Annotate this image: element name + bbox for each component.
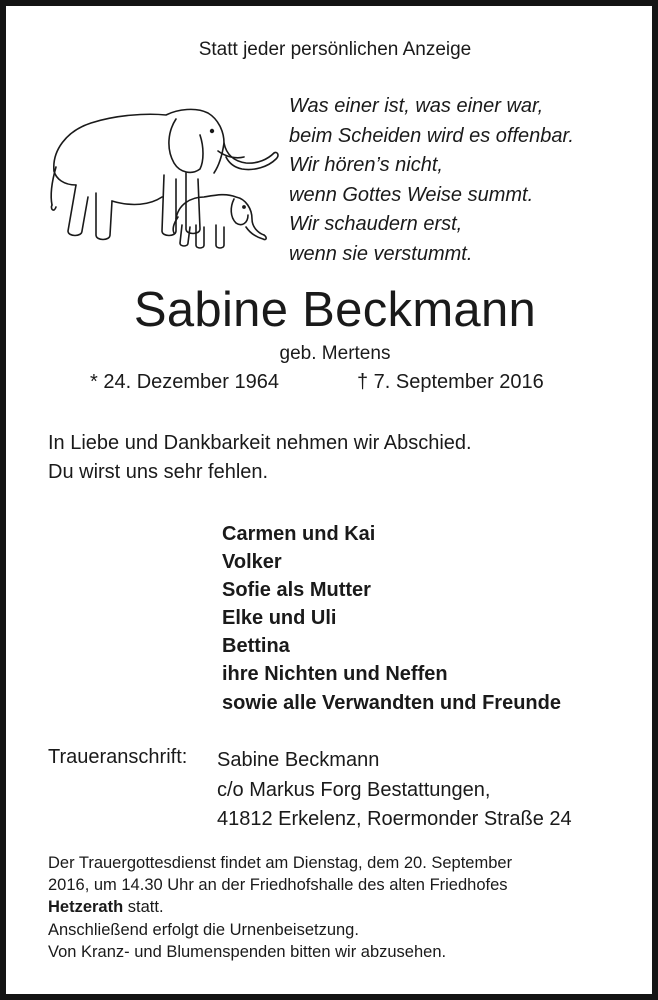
poem-line: Was einer ist, was einer war, — [289, 95, 544, 117]
mourner: Sofie als Mutter — [222, 579, 371, 602]
mourner: Bettina — [222, 635, 290, 658]
poem-line: wenn Gottes Weise summt. — [289, 183, 534, 206]
maiden-name: geb. Mertens — [279, 343, 391, 364]
farewell-text — [48, 429, 472, 486]
address-label: Traueranschrift: — [48, 746, 188, 768]
notice-header: Statt jeder persönlichen Anzeige — [198, 39, 472, 60]
service-place-suffix: statt. — [123, 898, 164, 917]
death-date: † 7. September 2016 — [357, 371, 544, 393]
farewell-line: Du wirst uns sehr fehlen. — [48, 460, 269, 483]
mourner: Elke und Uli — [222, 607, 337, 630]
deceased-name: Sabine Beckmann — [133, 283, 537, 337]
poem-line: wenn sie verstummt. — [289, 242, 473, 265]
poem — [289, 92, 574, 270]
birth-date: * 24. Dezember 1964 — [90, 371, 280, 393]
service-line: Von Kranz- und Blumenspenden bitten wir abzusehen. — [48, 942, 447, 961]
address-line: c/o Markus Forg Bestattungen, — [217, 778, 491, 801]
mourner: Volker — [222, 551, 282, 574]
mourner: sowie alle Verwandten und Freunde — [222, 691, 561, 714]
mourners-list — [222, 520, 561, 717]
mourner: ihre Nichten und Neffen — [222, 663, 448, 686]
poem-line: beim Scheiden wird es offenbar. — [289, 124, 574, 147]
address-line: Sabine Beckmann — [217, 749, 380, 771]
service-line: Anschließend erfolgt die Urnenbeisetzung. — [48, 920, 359, 939]
mourning-address — [217, 746, 572, 835]
address-line: 41812 Erkelenz, Roermonder Straße 24 — [217, 808, 572, 830]
service-info — [48, 852, 512, 963]
service-line: 2016, um 14.30 Uhr an der Friedhofshalle des alten Friedhofes — [48, 876, 508, 895]
elephant-mother-and-calf-icon — [46, 101, 281, 251]
poem-line: Wir hören’s nicht, — [289, 154, 443, 177]
farewell-line: In Liebe und Dankbarkeit nehmen wir Abschied. — [48, 432, 472, 454]
mourner: Carmen und Kai — [222, 523, 376, 545]
service-place: Hetzerath — [48, 898, 124, 917]
poem-line: Wir schaudern erst, — [289, 213, 463, 236]
service-line: Der Trauergottesdienst findet am Dienstag, dem 20. September — [48, 854, 513, 872]
service-line — [48, 896, 512, 918]
